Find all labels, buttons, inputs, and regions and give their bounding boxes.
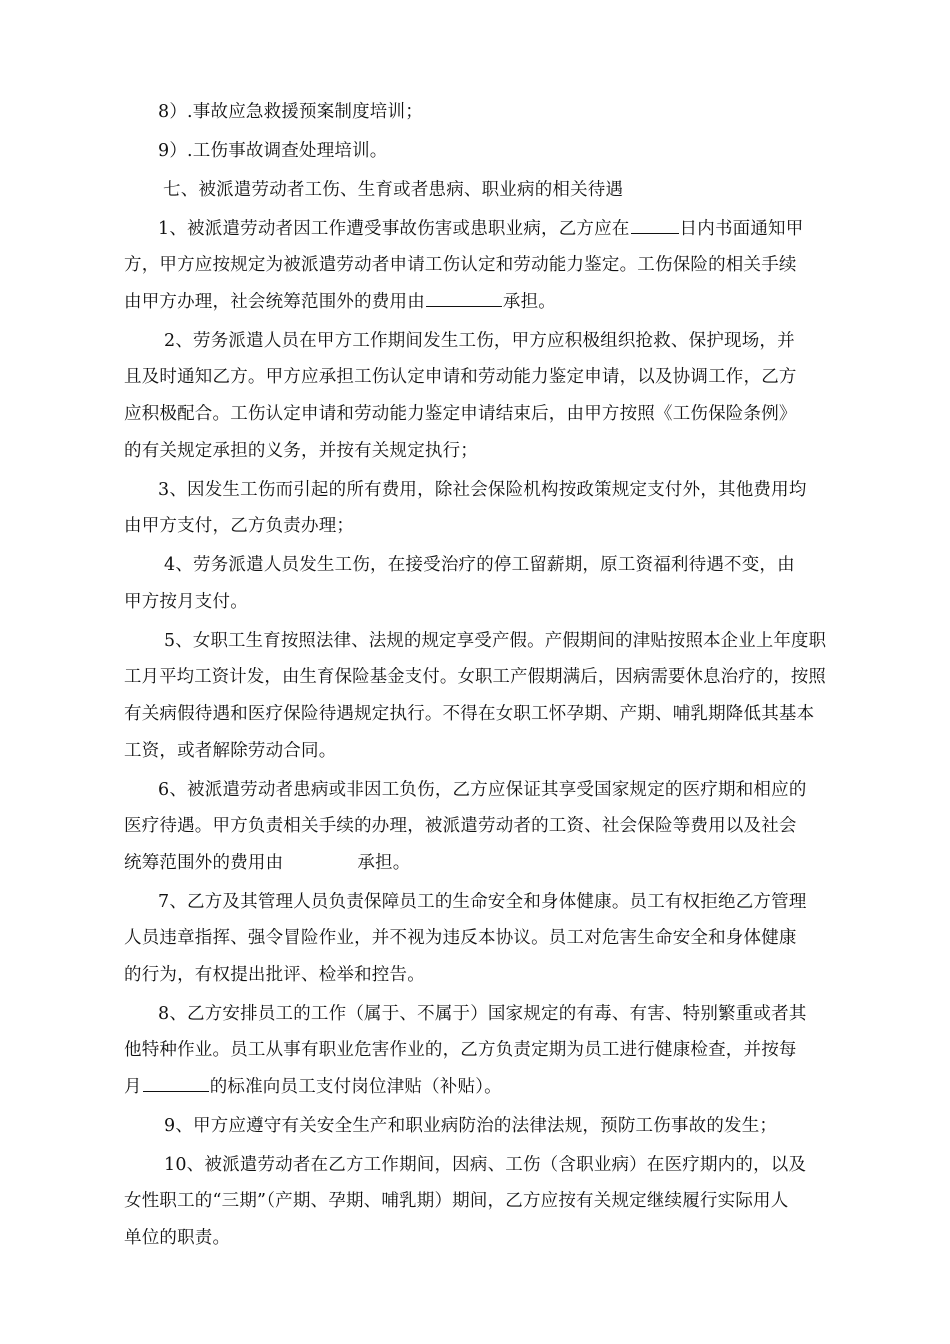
clause-1-text-c: 由甲方办理，社会统筹范围外的费用由 — [124, 292, 425, 312]
section-7-heading: 七、被派遣劳动者工伤、生育或者患病、职业病的相关待遇 — [163, 180, 624, 200]
clause-8-line-2: 他特种作业。员工从事有职业危害作业的，乙方负责定期为员工进行健康检查，并按每 — [124, 1040, 797, 1060]
clause-10-line-2: 女性职工的“三期”（产期、孕期、哺乳期）期间，乙方应按有关规定继续履行实际用人 — [124, 1191, 789, 1211]
clause-10-line-3: 单位的职责。 — [124, 1228, 231, 1248]
clause-5-line-1: 5、女职工生育按照法律、法规的规定享受产假。产假期间的津贴按照本企业上年度职 — [164, 631, 827, 651]
clause-9-line-1: 9、甲方应遵守有关安全生产和职业病防治的法律法规，预防工伤事故的发生； — [164, 1116, 778, 1136]
clause-7-line-3: 的行为，有权提出批评、检举和控告。 — [124, 965, 425, 985]
clause-8-line-3 — [124, 1073, 502, 1098]
clause-1-text-d: 承担。 — [502, 292, 557, 312]
clause-7-line-1: 7、乙方及其管理人员负责保障员工的生命安全和身体健康。员工有权拒绝乙方管理 — [158, 892, 807, 912]
clause-6-line-3 — [124, 849, 410, 874]
clause-2-line-3: 应积极配合。工伤认定申请和劳动能力鉴定申请结束后，由甲方按照《工伤保险条例》 — [124, 404, 797, 424]
clause-1-text-a: 1、被派遣劳动者因工作遭受事故伤害或患职业病，乙方应在 — [158, 219, 630, 239]
clause-5-line-3: 有关病假待遇和医疗保险待遇规定执行。不得在女职工怀孕期、产期、哺乳期降低其基本 — [124, 704, 815, 724]
cost-bearer-blank-1[interactable] — [426, 289, 502, 307]
clause-8-text-b: 的标准向员工支付岗位津贴（补贴）。 — [209, 1077, 502, 1097]
clause-1-line-3 — [124, 288, 556, 313]
days-blank[interactable] — [631, 216, 679, 234]
clause-8-line-1: 8、乙方安排员工的工作（属于、不属于）国家规定的有毒、有害、特别繁重或者其 — [158, 1004, 807, 1024]
item-9-accident-investigation-training: 9）.工伤事故调查处理培训。 — [158, 141, 388, 161]
clause-3-line-1: 3、因发生工伤而引起的所有费用，除社会保险机构按政策规定支付外，其他费用均 — [158, 480, 807, 500]
clause-1-line-1 — [158, 215, 803, 240]
clause-6-line-2: 医疗待遇。甲方负责相关手续的办理，被派遣劳动者的工资、社会保险等费用以及社会 — [124, 816, 797, 836]
clause-8-text-a: 月 — [124, 1077, 142, 1097]
clause-3-line-2: 由甲方支付，乙方负责办理； — [124, 516, 355, 536]
clause-2-line-1: 2、劳务派遣人员在甲方工作期间发生工伤，甲方应积极组织抢救、保护现场，并 — [164, 331, 795, 351]
clause-5-line-4: 工资，或者解除劳动合同。 — [124, 741, 337, 761]
clause-1-text-b: 日内书面通知甲 — [679, 219, 804, 239]
clause-7-line-2: 人员违章指挥、强令冒险作业，并不视为违反本协议。员工对危害生命安全和身体健康 — [124, 928, 797, 948]
clause-2-line-4: 的有关规定承担的义务，并按有关规定执行； — [124, 441, 478, 461]
clause-6-line-1: 6、被派遣劳动者患病或非因工负伤，乙方应保证其享受国家规定的医疗期和相应的 — [158, 780, 807, 800]
clause-2-line-2: 且及时通知乙方。甲方应承担工伤认定申请和劳动能力鉴定申请，以及协调工作，乙方 — [124, 367, 797, 387]
item-8-emergency-plan-training: 8）.事故应急救援预案制度培训； — [158, 102, 423, 122]
clause-5-line-2: 工月平均工资计发，由生育保险基金支付。女职工产假期满后，因病需要休息治疗的，按照 — [124, 667, 826, 687]
allowance-standard-blank[interactable] — [143, 1074, 209, 1092]
clause-6-text-b: 承担。 — [357, 853, 411, 873]
clause-10-line-1: 10、被派遣劳动者在乙方工作期间，因病、工伤（含职业病）在医疗期内的，以及 — [164, 1155, 807, 1175]
clause-4-line-2: 甲方按月支付。 — [124, 592, 248, 612]
clause-4-line-1: 4、劳务派遣人员发生工伤，在接受治疗的停工留薪期，原工资福利待遇不变，由 — [164, 555, 795, 575]
clause-6-text-a: 统筹范围外的费用由 — [124, 853, 284, 873]
clause-1-line-2: 方，甲方应按规定为被派遣劳动者申请工伤认定和劳动能力鉴定。工伤保险的相关手续 — [124, 255, 797, 275]
